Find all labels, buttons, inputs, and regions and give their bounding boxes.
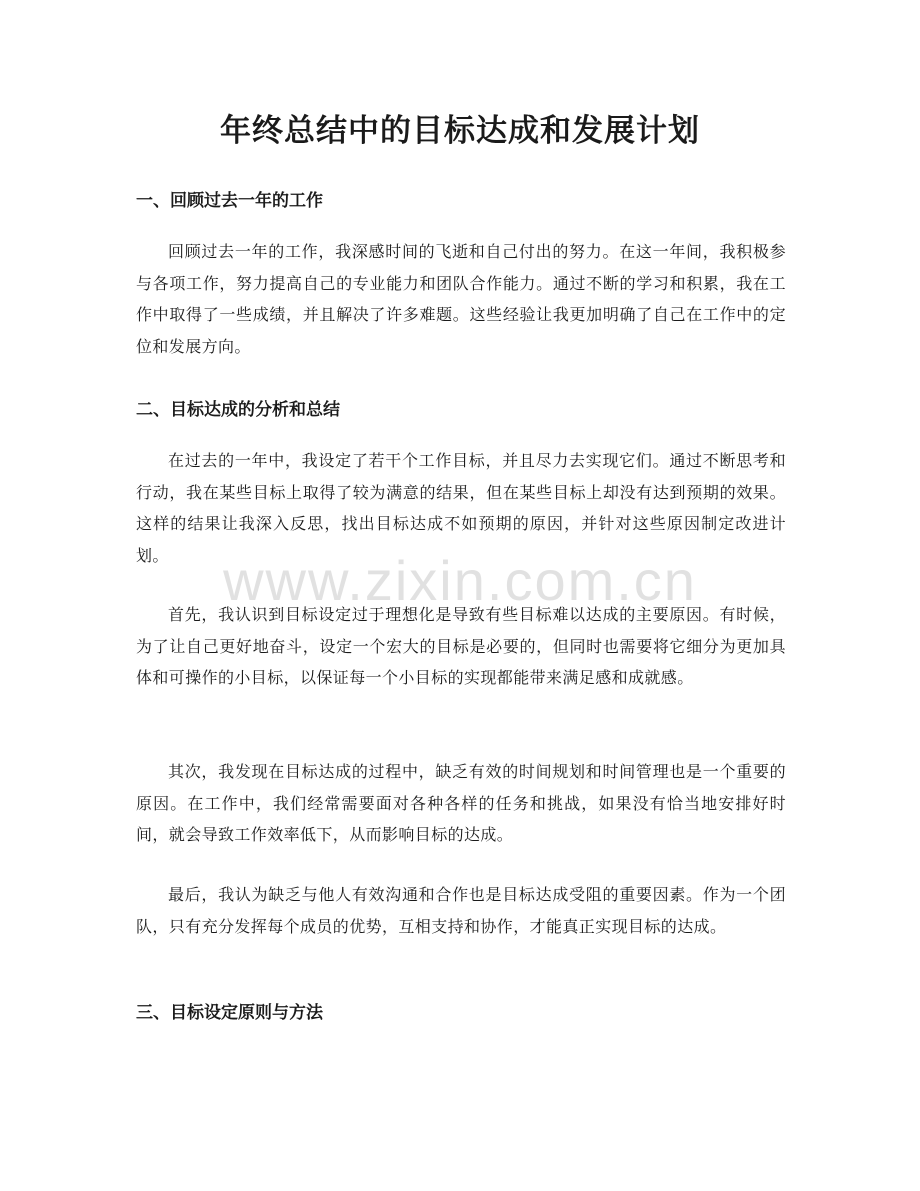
section-heading-3: 三、目标设定原则与方法 (136, 1003, 323, 1023)
watermark: www.zixin.com.cn (223, 549, 697, 612)
section-heading-1: 一、回顾过去一年的工作 (136, 191, 323, 211)
paragraph-second-reason: 其次，我发现在目标达成的过程中，缺乏有效的时间规划和时间管理也是一个重要的原因。在工作中，我们经常需要面对各种各样的任务和挑战，如果没有恰当地安排好时间，就会导致工作效率低下，从而影响目标的达成。 (136, 762, 786, 844)
paragraph-last-reason: 最后，我认为缺乏与他人有效沟通和合作也是目标达成受阻的重要因素。作为一个团队，只有充分发挥每个成员的优势，互相支持和协作，才能真正实现目标的达成。 (136, 885, 786, 936)
paragraph-first-reason: 首先，我认识到目标设定过于理想化是导致有些目标难以达成的主要原因。有时候，为了让自己更好地奋斗，设定一个宏大的目标是必要的，但同时也需要将它细分为更加具体和可操作的小目标，以保证每一个小目标的实现都能带来满足感和成就感。 (136, 605, 786, 687)
document-title: 年终总结中的目标达成和发展计划 (220, 113, 700, 149)
paragraph-analysis: 在过去的一年中，我设定了若干个工作目标，并且尽力去实现它们。通过不断思考和行动，我在某些目标上取得了较为满意的结果，但在某些目标上却没有达到预期的效果。这样的结果让我深入反思，找出目标达成不如预期的原因，并针对这些原因制定改进计划。 (136, 451, 786, 565)
section-heading-2: 二、目标达成的分析和总结 (136, 400, 340, 420)
paragraph-review: 回顾过去一年的工作，我深感时间的飞逝和自己付出的努力。在这一年间，我积极参与各项工作，努力提高自己的专业能力和团队合作能力。通过不断的学习和积累，我在工作中取得了一些成绩，并且解决了许多难题。这些经验让我更加明确了自己在工作中的定位和发展方向。 (136, 242, 786, 356)
